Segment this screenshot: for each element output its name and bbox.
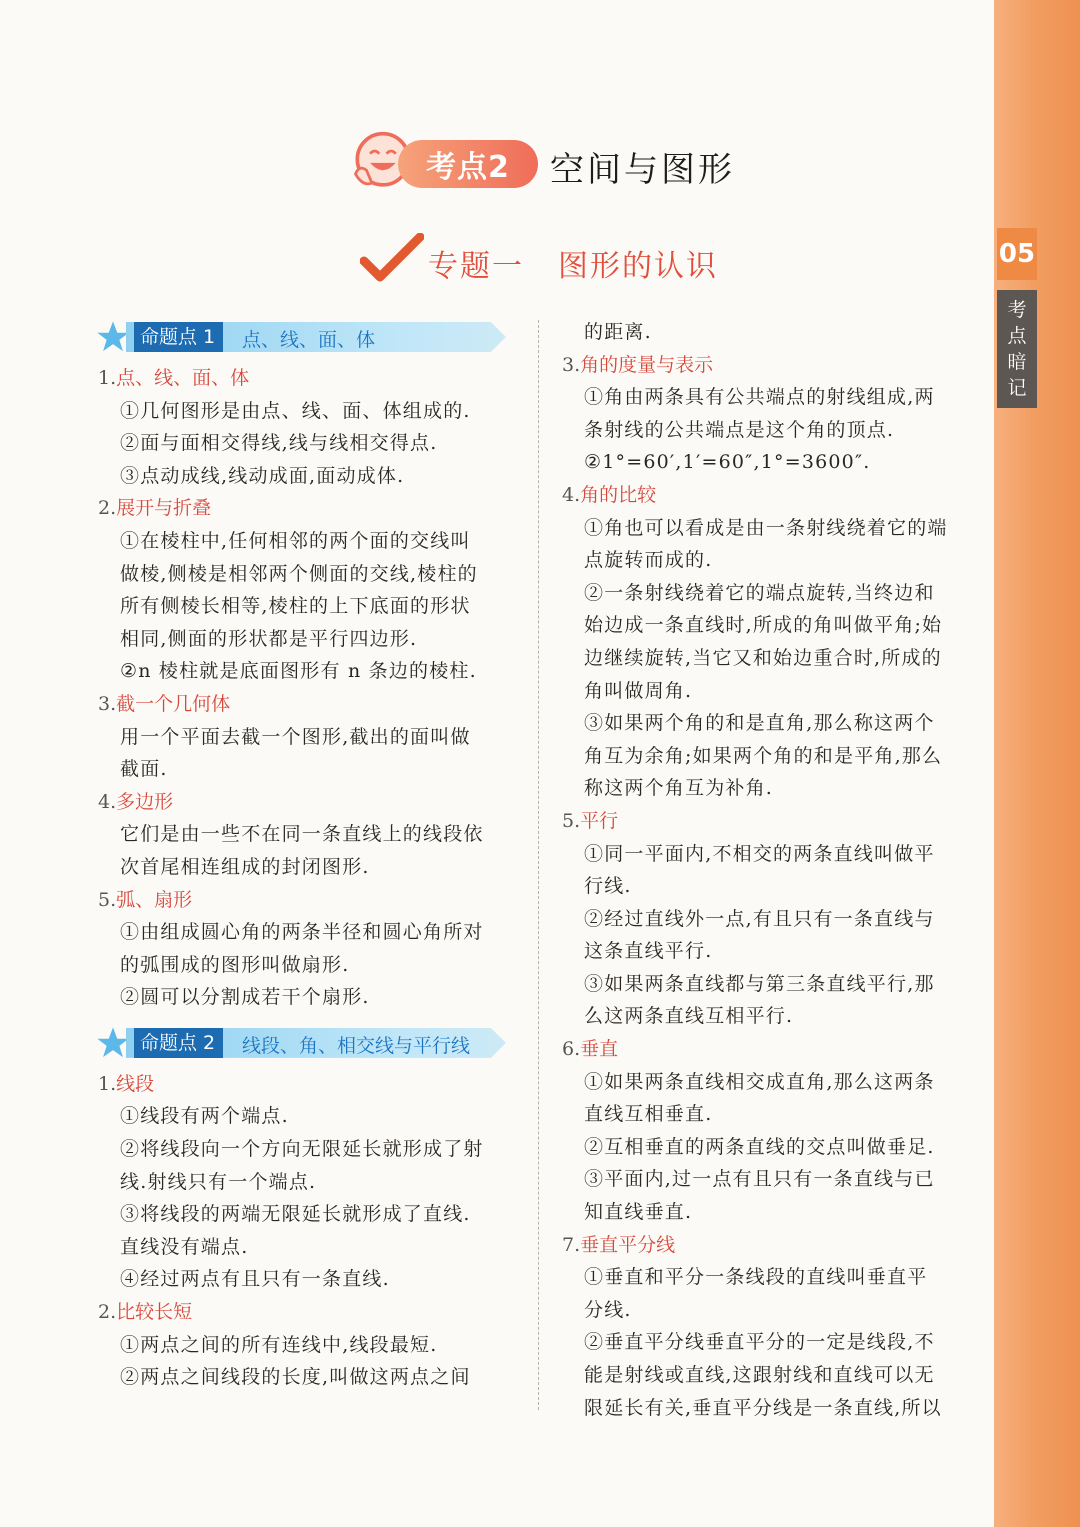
text-line: ①由组成圆心角的两条半径和圆心角所对	[120, 921, 484, 944]
text-line: 直线互相垂直.	[584, 1103, 713, 1126]
item-number: 2.	[98, 1301, 117, 1324]
item-heading	[560, 1229, 976, 1262]
text-line: ③如果两条直线都与第三条直线平行,那	[584, 972, 935, 995]
text-line: 做棱,侧棱是相邻两个侧面的交线,棱柱的	[120, 562, 478, 585]
text-line: 知直线垂直.	[584, 1201, 693, 1224]
text-line: 的距离.	[584, 321, 652, 343]
text-line: 直线没有端点.	[120, 1235, 249, 1258]
text-line: 线.射线只有一个端点.	[120, 1170, 317, 1193]
text-line: 始边成一条直线时,所成的角叫做平角;始	[584, 614, 943, 637]
text-line: ②一条射线绕着它的端点旋转,当终边和	[584, 581, 935, 604]
item-number: 5.	[562, 809, 581, 832]
item-heading	[96, 688, 520, 721]
text-line: ①垂直和平分一条线段的直线叫垂直平	[584, 1266, 928, 1289]
item-title: 截一个几何体	[116, 692, 231, 715]
text-line: 它们是由一些不在同一条直线上的线段依	[120, 823, 484, 846]
text-line: ②圆可以分割成若干个扇形.	[120, 986, 370, 1009]
text-line: 所有侧棱长相等,棱柱的上下底面的形状	[120, 595, 471, 618]
item-heading	[96, 884, 520, 917]
text-line: 能是射线或直线,这跟射线和直线可以无	[584, 1364, 935, 1386]
item-title: 弧、扇形	[116, 888, 193, 911]
text-line: 点旋转而成的.	[584, 549, 713, 572]
text-line: ④经过两点有且只有一条直线.	[120, 1268, 390, 1291]
text-line: ③将线段的两端无限延长就形成了直线.	[120, 1203, 471, 1226]
page-header	[350, 130, 770, 200]
item-title: 角的度量与表示	[580, 353, 714, 376]
text-line: 次首尾相连组成的封闭图形.	[120, 855, 370, 878]
item-heading	[96, 1068, 520, 1101]
text-line: 边继续旋转,当它又和始边重合时,所成的	[584, 646, 942, 669]
item-number: 4.	[562, 483, 581, 506]
item-number: 3.	[98, 692, 117, 715]
item-number: 5.	[98, 888, 117, 911]
text-line: 称这两个角互为补角.	[584, 777, 774, 800]
item-heading	[96, 1296, 520, 1329]
text-line: ①角由两条具有公共端点的射线组成,两	[584, 386, 935, 409]
right-column	[560, 316, 976, 1424]
topic-label: 专题一	[428, 249, 524, 284]
tab-char: 记	[1007, 377, 1027, 399]
item-number: 1.	[98, 1072, 117, 1095]
text-line: ①如果两条直线相交成直角,那么这两条	[584, 1070, 935, 1093]
page-title: 空间与图形	[550, 150, 735, 190]
text-line: ①在棱柱中,任何相邻的两个面的交线叫	[120, 529, 471, 552]
text-line: ②两点之间线段的长度,叫做这两点之间	[120, 1366, 471, 1389]
text-line: 相同,侧面的形状都是平行四边形.	[120, 627, 418, 650]
text-line: ②垂直平分线垂直平分的一定是线段,不	[584, 1331, 935, 1354]
text-line: 的弧围成的图形叫做扇形.	[120, 953, 350, 976]
text-line: 么这两条直线互相平行.	[584, 1005, 794, 1028]
badge-pill: 考点2	[398, 140, 538, 188]
topic-name: 图形的认识	[558, 249, 718, 284]
column-divider	[538, 320, 539, 1410]
section-tag: 命题点 2	[134, 1028, 223, 1058]
item-number: 3.	[562, 353, 581, 376]
text-line: ②面与面相交得线,线与线相交得点.	[120, 432, 438, 455]
text-line: 分线.	[584, 1298, 632, 1321]
text-line: 角叫做周角.	[584, 679, 693, 702]
chapter-number-tab: 05	[997, 228, 1037, 280]
text-line: 用一个平面去截一个图形,截出的面叫做	[120, 725, 471, 748]
text-line: 这条直线平行.	[584, 940, 713, 963]
item-heading	[560, 805, 976, 838]
star-icon	[96, 320, 130, 354]
tab-char: 暗	[1007, 351, 1027, 373]
item-number: 6.	[562, 1038, 581, 1061]
left-column	[96, 316, 520, 1394]
item-heading	[560, 1033, 976, 1066]
item-heading	[96, 786, 520, 819]
item-title: 多边形	[116, 790, 174, 813]
item-title: 线段	[116, 1072, 155, 1095]
item-number: 2.	[98, 497, 117, 520]
tab-char: 考	[1007, 299, 1027, 321]
section-bar	[96, 1022, 520, 1062]
text-line: ③如果两个角的和是直角,那么称这两个	[584, 712, 935, 735]
item-number: 7.	[562, 1233, 581, 1256]
item-title: 平行	[580, 809, 619, 832]
text-line: 行线.	[584, 875, 632, 898]
text-line: ②将线段向一个方向无限延长就形成了射	[120, 1138, 484, 1161]
item-heading	[96, 492, 520, 525]
item-title: 垂直平分线	[580, 1233, 676, 1256]
item-title: 角的比较	[580, 483, 657, 506]
text-line: 条射线的公共端点是这个角的顶点.	[584, 418, 895, 441]
item-title: 比较长短	[116, 1301, 193, 1324]
text-line: ②n 棱柱就是底面图形有 n 条边的棱柱.	[120, 660, 477, 683]
section-title: 点、线、面、体	[242, 329, 376, 351]
text-line: ③平面内,过一点有且只有一条直线与已	[584, 1168, 935, 1191]
text-line: ①角也可以看成是由一条射线绕着它的端	[584, 516, 948, 539]
section-title: 线段、角、相交线与平行线	[242, 1034, 471, 1057]
item-title: 展开与折叠	[116, 497, 212, 520]
item-number: 1.	[98, 367, 117, 389]
star-icon	[96, 1026, 130, 1060]
item-heading	[96, 362, 520, 395]
text-line: ①同一平面内,不相交的两条直线叫做平	[584, 842, 935, 865]
text-line: 限延长有关,垂直平分线是一条直线,所以	[584, 1396, 942, 1419]
section-label-tab	[997, 290, 1037, 408]
text-line: ②1°=60′,1′=60″,1°=3600″.	[584, 451, 871, 474]
section-bar	[96, 316, 520, 356]
text-line: ①线段有两个端点.	[120, 1105, 289, 1128]
checkmark-icon	[360, 233, 424, 283]
item-heading	[560, 349, 976, 382]
item-title: 垂直	[580, 1038, 619, 1061]
topic-heading	[360, 233, 740, 289]
item-title: 点、线、面、体	[116, 367, 250, 389]
item-number: 4.	[98, 790, 117, 813]
text-line: ①几何图形是由点、线、面、体组成的.	[120, 399, 471, 422]
section-tag: 命题点 1	[134, 322, 223, 352]
text-line: 截面.	[120, 758, 168, 781]
text-line: ①两点之间的所有连线中,线段最短.	[120, 1333, 438, 1356]
text-line: 角互为余角;如果两个角的和是平角,那么	[584, 744, 943, 767]
text-line: ②互相垂直的两条直线的交点叫做垂足.	[584, 1135, 935, 1158]
text-line: ③点动成线,线动成面,面动成体.	[120, 464, 405, 487]
item-heading	[560, 479, 976, 512]
tab-char: 点	[1007, 325, 1027, 347]
text-line: ②经过直线外一点,有且只有一条直线与	[584, 907, 935, 930]
